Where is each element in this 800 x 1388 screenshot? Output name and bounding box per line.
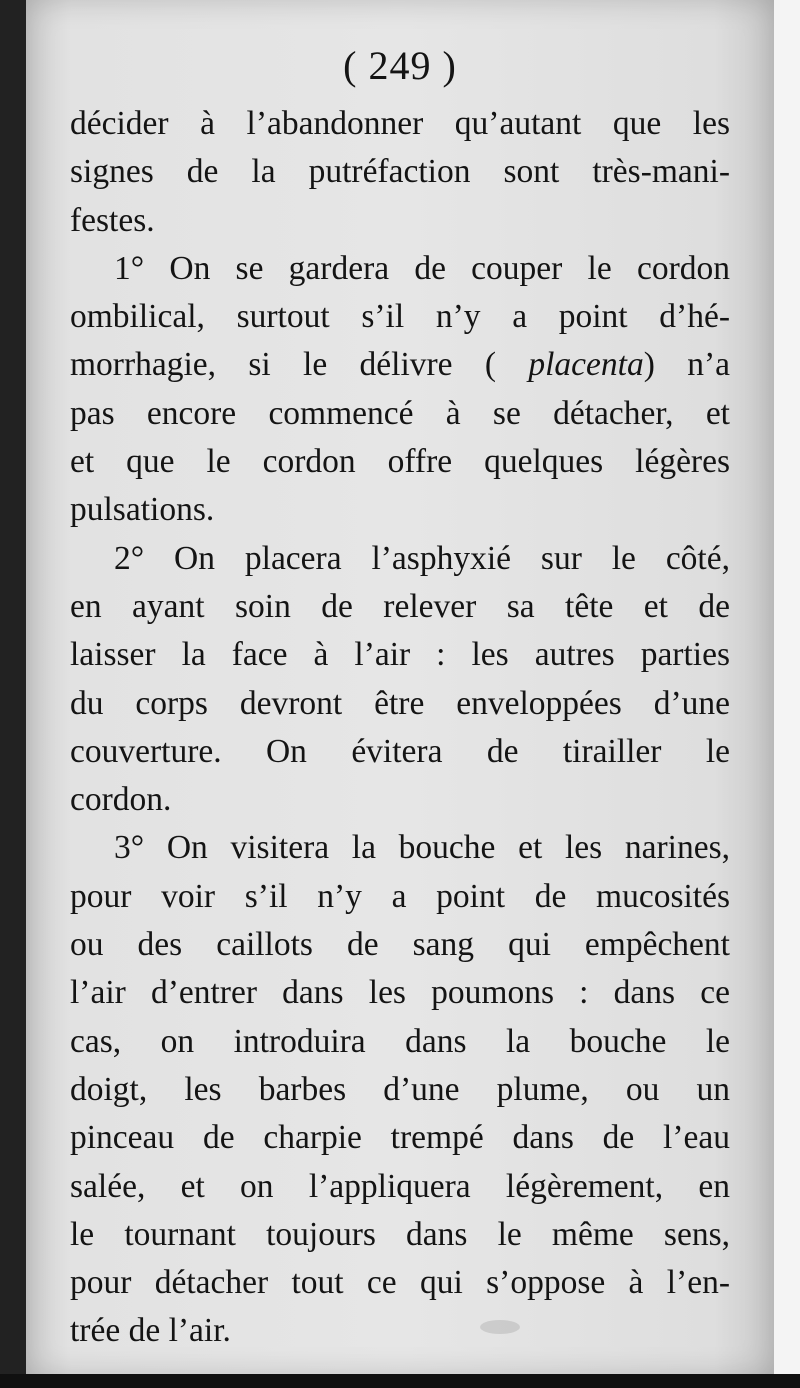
- scan-margin-right: [774, 0, 800, 1388]
- text-line: morrhagie, si le délivre ( placenta) n’a: [70, 346, 730, 384]
- text-line: couverture. On évitera de tirailler le: [70, 732, 730, 770]
- text-line: festes.: [70, 201, 155, 239]
- text-line: 2° On placera l’asphyxié sur le côté,: [114, 539, 730, 577]
- text-line: pour voir s’il n’y a point de mucosités: [70, 877, 730, 915]
- text-line: pinceau de charpie trempé dans de l’eau: [70, 1119, 730, 1157]
- scan-margin-bottom: [0, 1374, 800, 1388]
- text-line: pour détacher tout ce qui s’oppose à l’en-: [70, 1264, 730, 1302]
- text-line: ombilical, surtout s’il n’y a point d’hé-: [70, 298, 730, 336]
- page-number: ( 249 ): [343, 43, 457, 88]
- text-line: et que le cordon offre quelques légères: [70, 443, 730, 481]
- text-line: décider à l’abandonner qu’autant que les: [70, 105, 730, 142]
- text-line: doigt, les barbes d’une plume, ou un: [70, 1070, 730, 1108]
- text-line: 1° On se gardera de couper le cordon: [114, 249, 730, 287]
- page-text: [70, 100, 730, 1356]
- text-line: pulsations.: [70, 491, 215, 529]
- text-line: du corps devront être enveloppées d’une: [70, 684, 730, 722]
- text-line: salée, et on l’appliquera légèrement, en: [70, 1167, 730, 1205]
- ink-smudge: [480, 1320, 520, 1334]
- text-line: cas, on introduira dans la bouche le: [70, 1022, 730, 1060]
- text-line: cordon.: [70, 781, 172, 819]
- text-line: signes de la putréfaction sont très-mani-: [70, 153, 730, 191]
- text-line: le tournant toujours dans le même sens,: [70, 1215, 730, 1253]
- text-line: 3° On visitera la bouche et les narines,: [114, 829, 730, 867]
- text-line: laisser la face à l’air : les autres parties: [70, 636, 730, 674]
- text-line: ou des caillots de sang qui empêchent: [70, 926, 730, 964]
- italic-term: placenta: [528, 346, 644, 384]
- text-line: en ayant soin de relever sa tête et de: [70, 587, 730, 625]
- text-line: trée de l’air.: [70, 1312, 231, 1350]
- text-line: l’air d’entrer dans les poumons : dans ce: [70, 974, 730, 1012]
- text-line: pas encore commencé à se détacher, et: [70, 394, 730, 432]
